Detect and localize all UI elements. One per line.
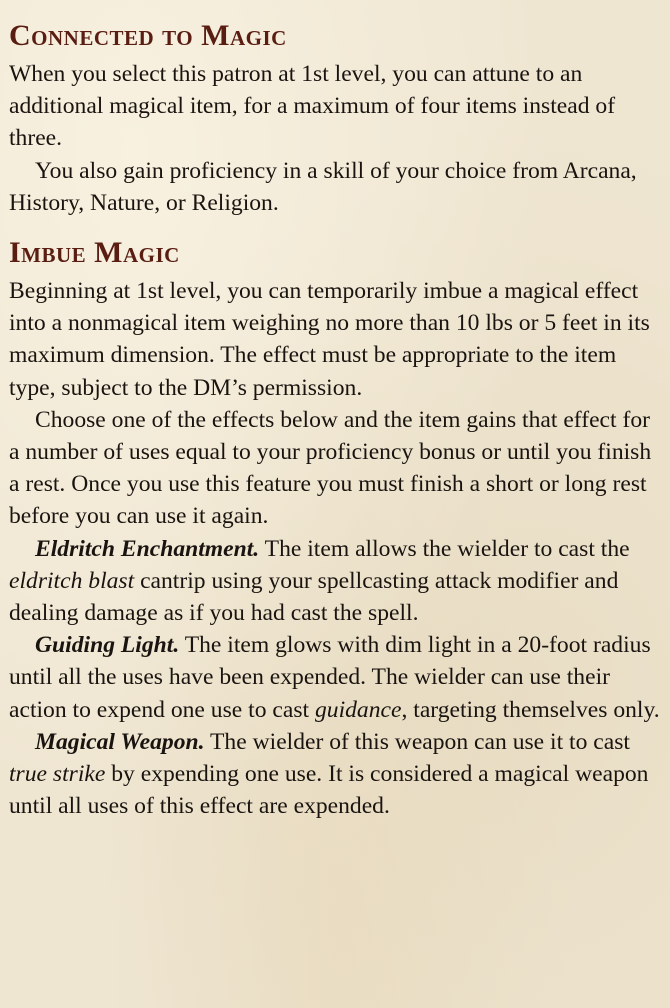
section-heading: Connected to Magic <box>9 19 287 52</box>
paragraph: Beginning at 1st level, you can temporarily imbue a magical effect into a nonmagical item weighing no more than 10 lbs or 5 feet in its maximum dimension. The effect must be appropriate to the item type, subject to the DM’s permission. <box>9 278 650 401</box>
effect-text: The item allows the wielder to cast the <box>259 535 630 562</box>
section-heading: Imbue Magic <box>9 236 180 270</box>
paragraph: Choose one of the effects below and the item gains that effect for a number of uses equal to your proficiency bonus or until you finish a rest. Once you use this feature you must finish a short or long rest before you can use it again. <box>9 406 652 530</box>
spell-name: guidance <box>314 696 402 723</box>
effect-text: The wielder of this weapon can use it to cast <box>204 728 630 755</box>
effect-text: cantrip using your spellcasting attack modifier and dealing damage as if you had cast the spell. <box>9 567 619 627</box>
effect-eldritch-enchantment <box>9 533 660 630</box>
spell-name: true strike <box>9 761 106 788</box>
spell-name: eldritch blast <box>9 567 135 594</box>
effect-text: The item glows with dim light in a 20-foot radius until all the uses have been expended. The wielder can use their action to expend one use to cast <box>9 632 651 723</box>
effect-text: , targeting themselves only. <box>401 696 660 723</box>
effect-magical-weapon <box>9 726 660 823</box>
effect-name: Guiding Light. <box>35 632 180 659</box>
section-imbue-magic <box>9 231 660 822</box>
paragraph: When you select this patron at 1st level, you can attune to an additional magical item, for a maximum of four items instead of three. <box>9 61 616 152</box>
effect-name: Eldritch Enchantment. <box>35 535 260 562</box>
paragraph: You also gain proficiency in a skill of your choice from Arcana, History, Nature, or Religion. <box>9 157 637 216</box>
effect-guiding-light <box>9 629 660 726</box>
effect-name: Magical Weapon. <box>35 728 205 755</box>
effect-text: by expending one use. It is considered a magical weapon until all uses of this effect are expended. <box>9 761 649 820</box>
section-connected-to-magic <box>9 14 660 219</box>
